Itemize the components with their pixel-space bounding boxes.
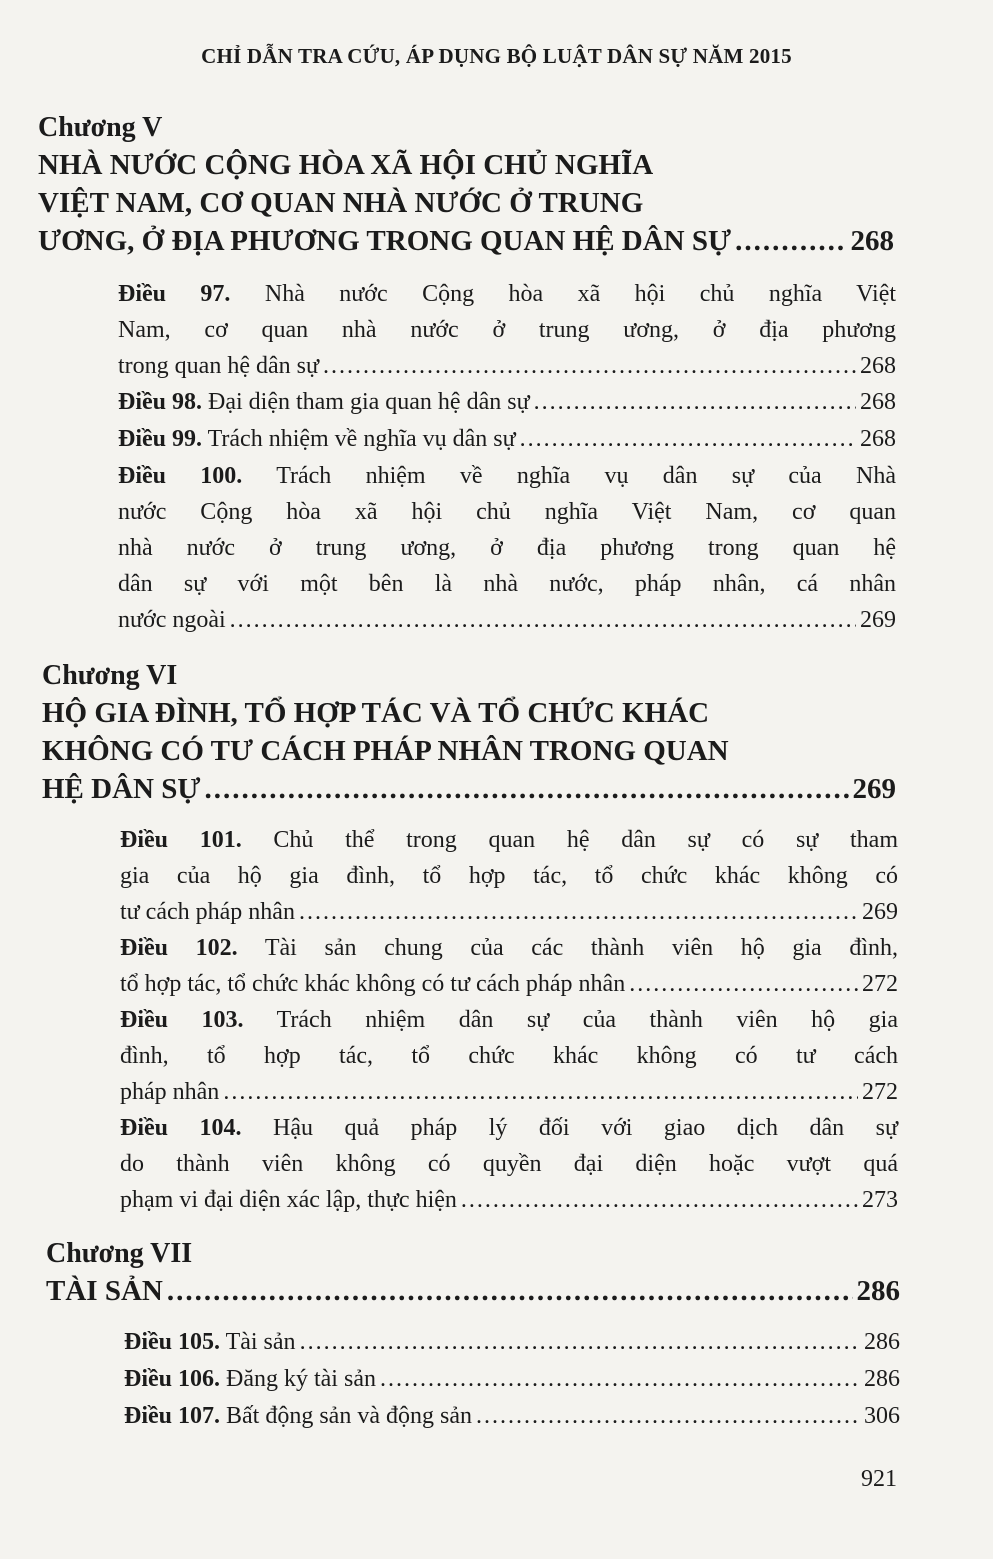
running-head: CHỈ DẪN TRA CỨU, ÁP DỤNG BỘ LUẬT DÂN SỰ NĂM 2015 (201, 44, 792, 68)
entry-line: nước Cộng hòa xã hội chủ nghĩa Việt Nam, cơ quan (118, 499, 896, 525)
entry-line: Điều 103. Trách nhiệm dân sự của thành viên hộ gia (120, 1007, 898, 1033)
entry-line: Nam, cơ quan nhà nước ở trung ương, ở địa phương (118, 317, 896, 343)
entry-label: Điều 106. (124, 1366, 220, 1392)
chapter-title-line: KHÔNG CÓ TƯ CÁCH PHÁP NHÂN TRONG QUAN (42, 735, 729, 767)
toc-entry (118, 276, 896, 384)
entry-line: Điều 106. Đăng ký tài sản ..... 286 (124, 1361, 900, 1397)
entry-label: Điều 98. (118, 389, 202, 415)
toc-entry (120, 1002, 898, 1110)
chapter-title-line (38, 222, 894, 260)
leader-dots (735, 222, 846, 260)
entry-line: đình, tổ hợp tác, tổ chức khác không có tư cách (120, 1043, 898, 1069)
leader-dots (461, 1182, 858, 1218)
chapter-title-line: VIỆT NAM, CƠ QUAN NHÀ NƯỚC Ở TRUNG (38, 187, 644, 219)
chapter-title-line: NHÀ NƯỚC CỘNG HÒA XÃ HỘI CHỦ NGHĨA (38, 149, 654, 181)
leader-dots (204, 770, 848, 808)
chapter-title (42, 694, 896, 808)
entry-label: Điều 104. (120, 1115, 242, 1141)
entry-line: Điều 98. Đại diện tham gia quan hệ dân sự ..... 268 (118, 384, 896, 420)
entry-label: Điều 102. (120, 935, 238, 961)
toc-entry (120, 1110, 898, 1218)
page-ref: 268 (860, 389, 896, 415)
entry-line: Điều 107. Bất động sản và động sản ..... 306 (124, 1398, 900, 1434)
entry-line: Điều 102. Tài sản chung của các thành viên hộ gia đình, (120, 935, 899, 961)
entry-line: tổ hợp tác, tổ chức khác không có tư cách pháp nhân ..... 272 (120, 966, 898, 1002)
chapter-title (46, 1272, 900, 1310)
entry-label: Điều 107. (124, 1403, 220, 1429)
page-ref: 272 (862, 971, 898, 997)
entry-line: gia của hộ gia đình, tổ hợp tác, tổ chức khác không có (120, 863, 898, 889)
entry-line: trong quan hệ dân sự ..... 268 (118, 348, 896, 384)
entry-line: pháp nhân ..... 272 (120, 1074, 898, 1110)
leader-dots (300, 1324, 860, 1360)
entry-line: Điều 101. Chủ thể trong quan hệ dân sự có sự tham (120, 827, 899, 853)
page-ref: 269 (852, 773, 896, 805)
entry-line: Điều 97. Nhà nước Cộng hòa xã hội chủ nghĩa Việt (118, 281, 897, 307)
page-ref: 286 (856, 1275, 900, 1307)
chapter-title-text: ƯƠNG, Ở ĐỊA PHƯƠNG TRONG QUAN HỆ DÂN SỰ (38, 225, 732, 257)
page-ref: 269 (860, 607, 896, 633)
toc-entry (120, 822, 898, 930)
chapter-title-line: HỘ GIA ĐÌNH, TỔ HỢP TÁC VÀ TỔ CHỨC KHÁC (42, 697, 710, 729)
chapter-label: Chương VII (46, 1238, 193, 1269)
entry-label: Điều 105. (124, 1329, 220, 1355)
toc-entry (120, 930, 898, 1002)
toc-entry (118, 421, 896, 457)
entry-label: Điều 103. (120, 1007, 244, 1033)
leader-dots (167, 1272, 853, 1310)
entry-label: Điều 100. (118, 463, 243, 489)
leader-dots (299, 894, 858, 930)
entry-label: Điều 99. (118, 426, 202, 452)
toc-entry (124, 1324, 900, 1360)
leader-dots (534, 384, 856, 420)
chapter-label: Chương V (38, 112, 163, 143)
entry-line: dân sự với một bên là nhà nước, pháp nhân, cá nhân (118, 571, 896, 597)
entry-line: nước ngoài ..... 269 (118, 602, 896, 638)
toc-entry (124, 1361, 900, 1397)
page-ref: 268 (860, 353, 896, 379)
page-ref: 306 (864, 1403, 900, 1429)
page-ref: 272 (862, 1079, 898, 1105)
entry-label: Điều 101. (120, 827, 242, 853)
entry-label: Điều 97. (118, 281, 231, 307)
entry-line: Điều 104. Hậu quả pháp lý đối với giao dịch dân sự (120, 1115, 899, 1141)
page-ref: 269 (862, 899, 898, 925)
page-number: 921 (861, 1466, 897, 1492)
chapter-label: Chương VI (42, 660, 178, 691)
leader-dots (223, 1074, 858, 1110)
leader-dots (323, 348, 856, 384)
page-ref: 286 (864, 1329, 900, 1355)
entry-line: nhà nước ở trung ương, ở địa phương trong quan hệ (118, 535, 896, 561)
chapter-title-text: TÀI SẢN (46, 1275, 163, 1307)
toc-entry (124, 1398, 900, 1434)
entry-line: do thành viên không có quyền đại diện hoặc vượt quá (120, 1151, 898, 1177)
entry-line: tư cách pháp nhân ..... 269 (120, 894, 898, 930)
page-ref: 273 (862, 1187, 898, 1213)
toc-entry (118, 384, 896, 420)
leader-dots (476, 1398, 860, 1434)
entry-line: Điều 105. Tài sản ..... 286 (124, 1324, 900, 1360)
leader-dots (380, 1361, 860, 1397)
entry-line: Điều 100. Trách nhiệm về nghĩa vụ dân sự của Nhà (118, 463, 896, 489)
chapter-title-line (42, 770, 896, 808)
page-ref: 268 (860, 426, 896, 452)
leader-dots (629, 966, 858, 1002)
entry-line: phạm vi đại diện xác lập, thực hiện ..... 273 (120, 1182, 898, 1218)
entry-line: Điều 99. Trách nhiệm về nghĩa vụ dân sự ..... 268 (118, 421, 896, 457)
leader-dots (520, 421, 856, 457)
leader-dots (230, 602, 856, 638)
toc-entry (118, 458, 896, 638)
page-ref: 268 (850, 225, 894, 257)
chapter-title-text: HỆ DÂN SỰ (42, 773, 201, 805)
page-ref: 286 (864, 1366, 900, 1392)
chapter-title (38, 146, 894, 260)
chapter-title-line (46, 1272, 900, 1310)
